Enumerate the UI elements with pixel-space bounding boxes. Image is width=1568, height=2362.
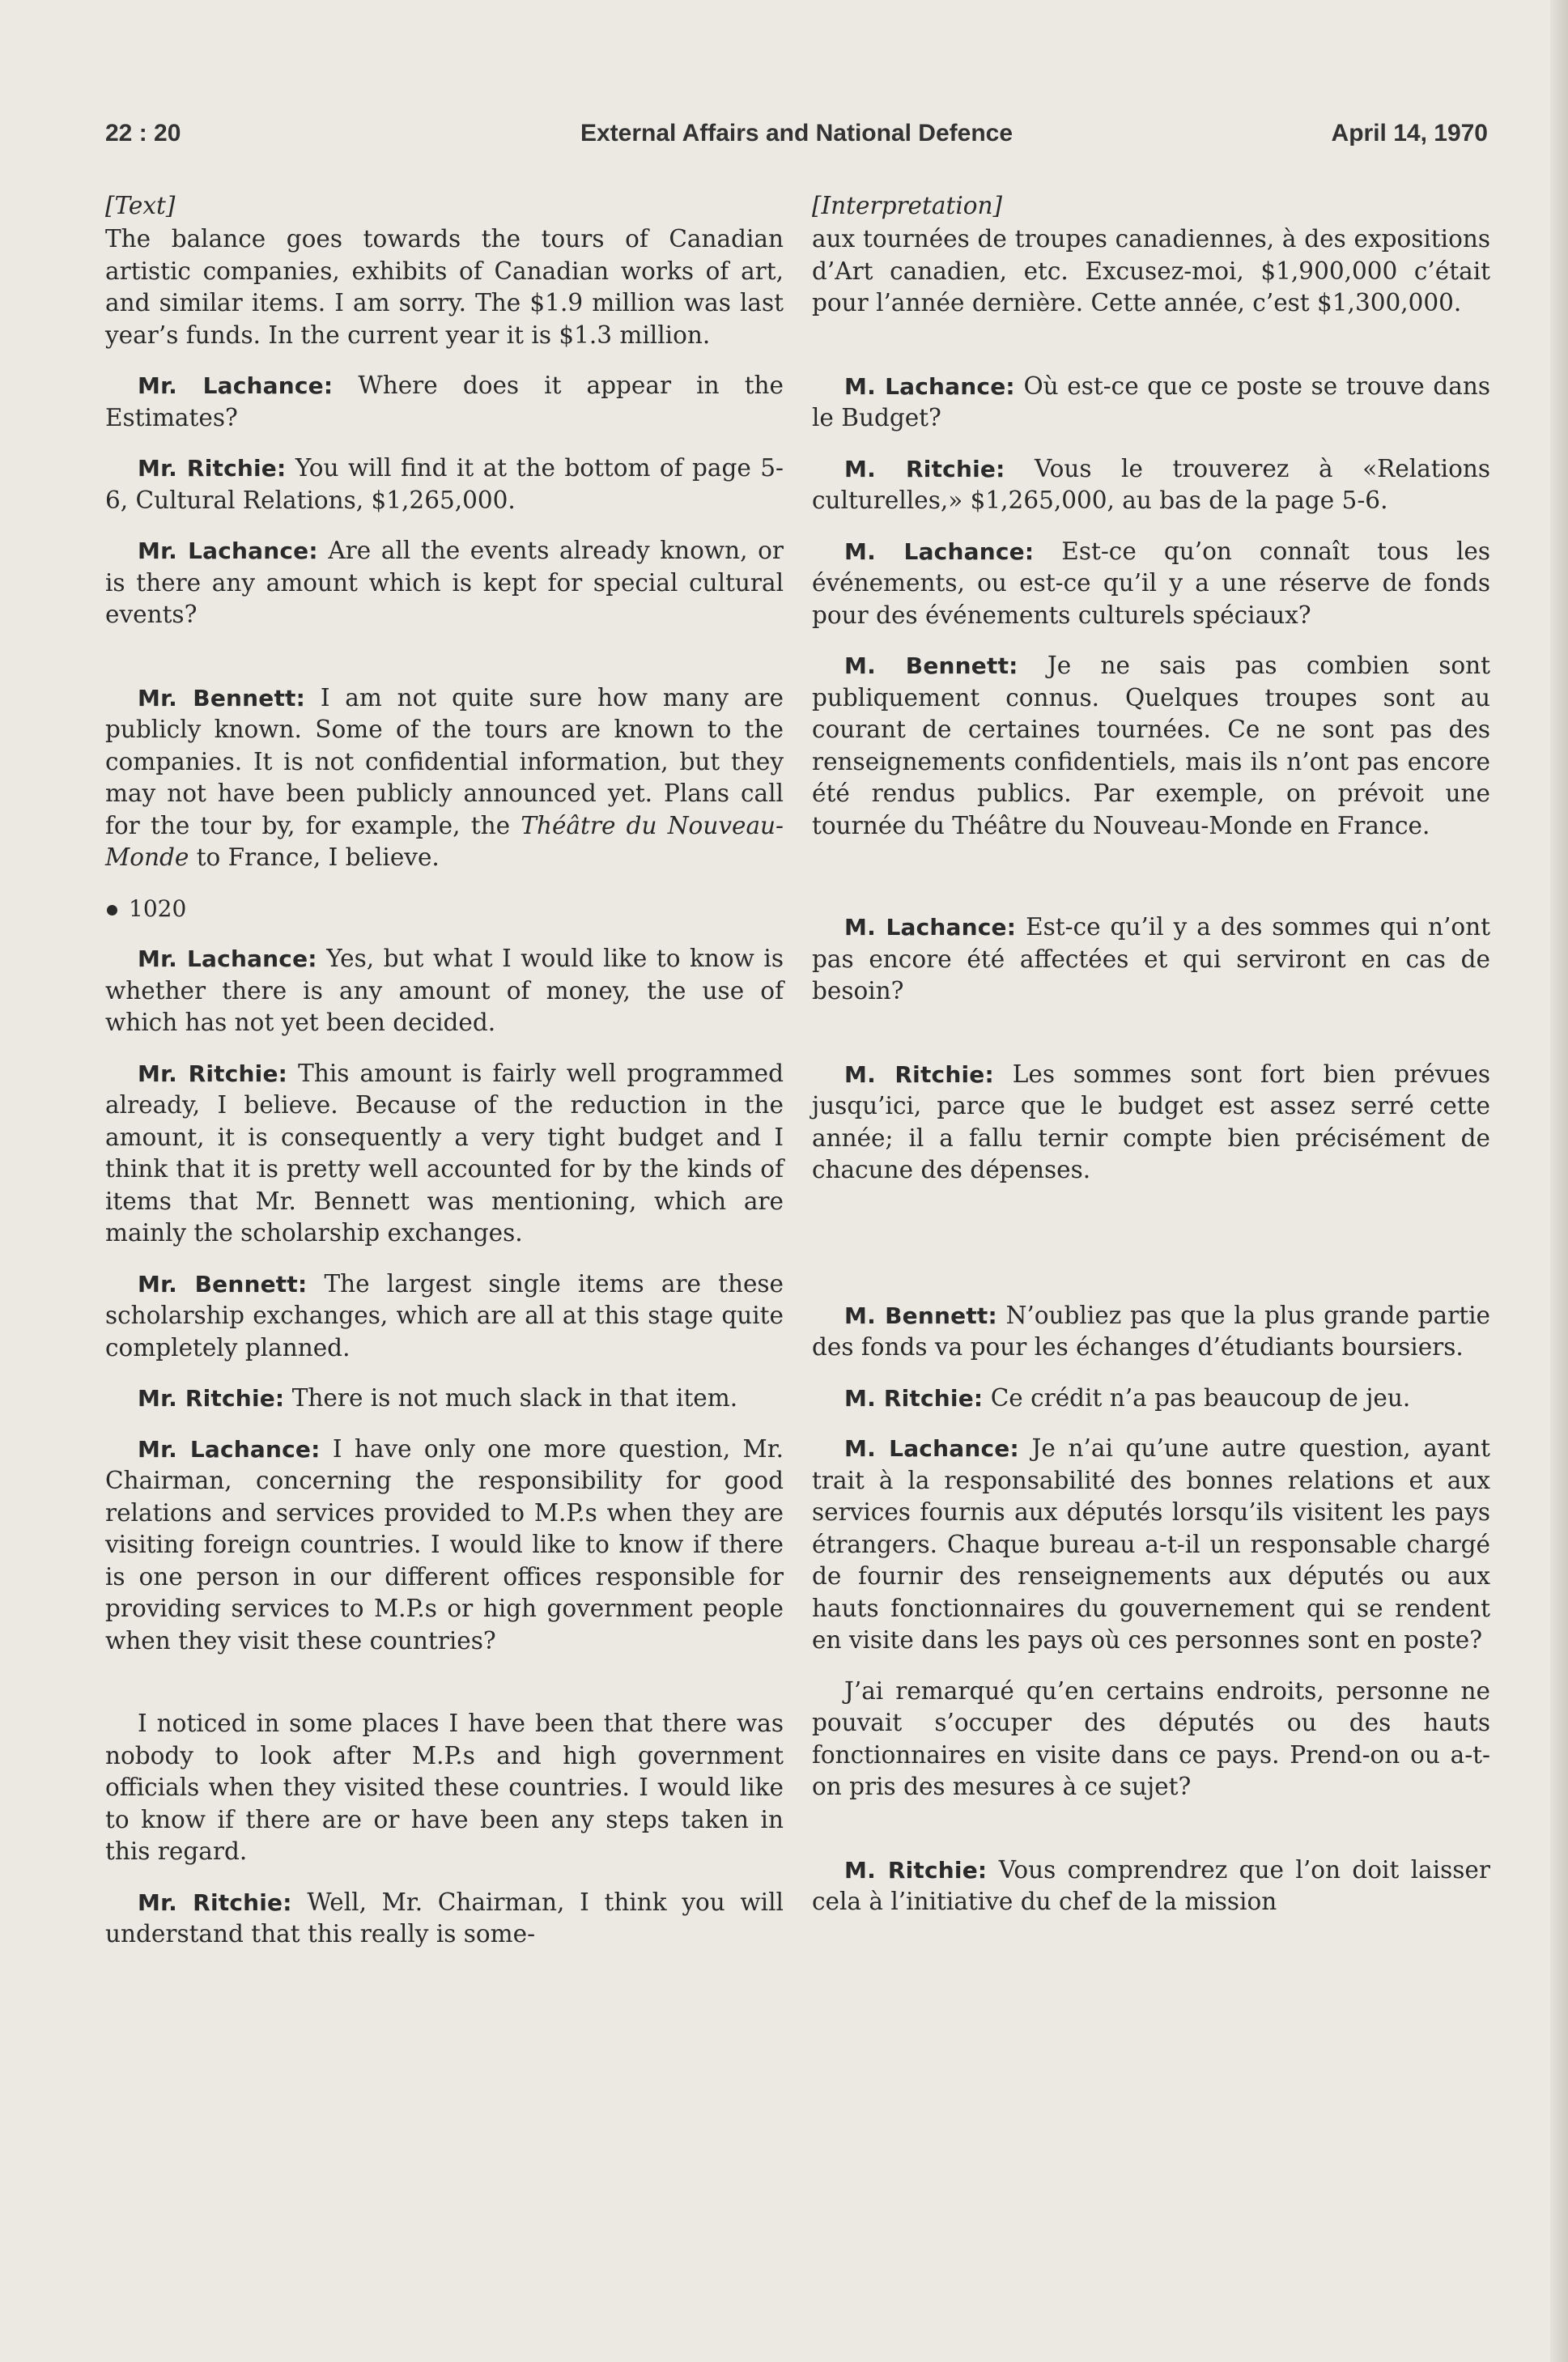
paragraph-text: aux tournées de troupes canadiennes, à des expositions d’Art canadien, etc. Excusez-moi, $1,900,000 c’était pour l’année dernière. Cette année, c’est $1,300,000. [812, 225, 1490, 316]
speaker-name: Mr. Ritchie: [138, 1385, 285, 1412]
speech-text: I am not quite sure how many are publicly known. Some of the tours are known to the companies. It is not confidential information, but they may not have been publicly announced yet. Plans call for the tour by, for example, the [105, 683, 784, 839]
speech-text: Est-ce qu’on connaît tous les événements, ou est-ce qu’il y a une réserve de fonds pour des événements culturels spéciaux? [812, 537, 1491, 629]
time-marker [105, 893, 784, 925]
speech-text: This amount is fairly well programmed already, I believe. Because of the reduction in the amount, it is consequently a very tight budget and I think that it is pretty well accounted for by the kinds of items that Mr. Bennett was mentioning, which are mainly the scholarship exchanges. [105, 1059, 784, 1247]
paragraph [812, 1676, 1490, 1803]
paragraph [812, 223, 1490, 320]
speech [105, 1268, 784, 1365]
speech [812, 650, 1490, 842]
speech [105, 1434, 784, 1658]
speech-text: Ce crédit n’a pas beaucoup de jeu. [983, 1383, 1411, 1412]
speech [105, 943, 784, 1039]
speech-text: Je n’ai qu’une autre question, ayant trait à la responsabilité des bonnes relations et aux services fournis aux députés lorsqu’ils visitent les pays étrangers. Chaque bureau a-t-il un responsable chargé de fournir des renseignements aux députés ou aux hauts fonctionnaires du gouvernement qui se rendent en visite dans les pays où ces personnes sont en poste? [812, 1434, 1490, 1654]
speaker-name: Mr. Lachance: [138, 372, 334, 399]
speech [105, 452, 784, 516]
speaker-name: Mr. Ritchie: [138, 1060, 288, 1087]
speech-text: Vous le trouverez à «Relations culturelles,» $1,265,000, au bas de la page 5-6. [812, 454, 1490, 514]
speech-text: I have only one more question, Mr. Chairman, concerning the responsibility for good relations and services provided to M.P.s when they are visiting foreign countries. I would like to know if there is one person in our different offices responsible for providing services to M.P.s or high government people when they visit these countries? [105, 1434, 784, 1655]
time-marker-text: 1020 [129, 894, 187, 922]
speech [812, 1433, 1490, 1657]
speech [812, 1300, 1490, 1364]
page-header [105, 120, 1488, 152]
bullet-icon [107, 905, 117, 915]
speaker-name: Mr. Bennett: [138, 1270, 308, 1298]
speech [812, 1059, 1490, 1187]
french-column [812, 190, 1490, 1918]
speech [812, 1383, 1490, 1415]
speech [812, 911, 1490, 1008]
page-date: April 14, 1970 [1331, 120, 1488, 147]
speaker-name: M. Bennett: [844, 652, 1018, 679]
paragraph-text: J’ai remarqué qu’en certains endroits, personne ne pouvait s’occuper des députés ou des hauts fonctionnaires en visite dans ce pays. Prend-on ou a-t-on pris des mesures à ce sujet? [812, 1676, 1490, 1800]
speaker-name: M. Lachance: [844, 537, 1035, 565]
speech-text: Well, Mr. Chairman, I think you will understand that this really is some- [105, 1888, 784, 1948]
speaker-name: Mr. Ritchie: [138, 455, 287, 482]
speech [812, 453, 1490, 517]
text-label: [Text] [105, 192, 176, 219]
speech-text: There is not much slack in that item. [284, 1384, 738, 1412]
speech [812, 1854, 1490, 1918]
speech [105, 1887, 784, 1951]
paragraph-text: The balance goes towards the tours of Canadian artistic companies, exhibits of Canadian works of art, and similar items. I am sorry. The $1.9 million was last year’s funds. In the current year it is $1.3 million. [105, 225, 784, 349]
paragraph-text: I noticed in some places I have been that there was nobody to look after M.P.s and high government officials when they visited these countries. I would like to know if there are or have been any steps taken in this regard. [105, 1710, 784, 1865]
english-column [105, 190, 784, 1951]
speaker-name: M. Ritchie: [844, 1856, 988, 1884]
speaker-name: M. Ritchie: [844, 1060, 994, 1088]
speech-text: Vous comprendrez que l’on doit laisser cela à l’initiative du chef de la mission [812, 1855, 1490, 1915]
speech-text: Où est-ce que ce poste se trouve dans le Budget? [812, 372, 1490, 431]
speaker-name: Mr. Lachance: [138, 537, 318, 564]
speech-text: Les sommes sont fort bien prévues jusqu’ici, parce que le budget est assez serré cette année; il a fallu ternir compte bien précisément de chacune des dépenses. [812, 1060, 1491, 1183]
speaker-name: Mr. Lachance: [138, 945, 317, 972]
italic-title: Théâtre du Nouveau-Monde [105, 811, 784, 871]
speaker-name: M. Bennett: [844, 1302, 997, 1329]
page-edge [1550, 0, 1568, 2362]
interpretation-label: [Interpretation] [812, 192, 1003, 219]
speech-text: Yes, but what I would like to know is whether there is any amount of money, the use of which has not yet been decided. [105, 945, 784, 1036]
speaker-name: Mr. Lachance: [138, 1435, 321, 1463]
speech [812, 371, 1490, 435]
speaker-name: M. Lachance: [844, 1435, 1019, 1462]
speech [105, 1058, 784, 1250]
paragraph [105, 1708, 784, 1868]
speech [105, 370, 784, 434]
speaker-name: M. Lachance: [844, 372, 1015, 400]
speech-text: Are all the events already known, or is there any amount which is kept for special cultural events? [105, 537, 784, 628]
running-title: External Affairs and National Defence [580, 120, 1013, 147]
speaker-name: M. Ritchie: [844, 455, 1005, 482]
speech [812, 536, 1490, 632]
speech [105, 535, 784, 631]
speaker-name: M. Lachance: [844, 914, 1017, 941]
speech-text: You will find it at the bottom of page 5-6, Cultural Relations, $1,265,000. [105, 454, 784, 514]
speech-text: Where does it appear in the Estimates? [105, 372, 784, 431]
page-folio: 22 : 20 [105, 120, 181, 147]
speech-text: N’oubliez pas que la plus grande partie des fonds va pour les échanges d’étudiants boursiers. [812, 1301, 1490, 1361]
speaker-name: M. Ritchie: [844, 1384, 984, 1412]
speech [105, 1383, 784, 1415]
speaker-name: Mr. Ritchie: [138, 1888, 292, 1916]
speech-text: Est-ce qu’il y a des sommes qui n’ont pas encore été affectées et qui serviront en cas de besoin? [812, 913, 1490, 1005]
speech-text: The largest single items are these scholarship exchanges, which are all at this stage quite completely planned. [105, 1269, 784, 1362]
speech-text: Je ne sais pas combien sont publiquement connus. Quelques troupes sont au courant de certaines tournées. Ce ne sont pas des renseignements confidentiels, mais ils n’ont pas encore été rendus publics. Par exemple, on prévoit une tournée du Théâtre du Nouveau-Monde en France. [812, 652, 1490, 839]
speech [105, 682, 784, 874]
speaker-name: Mr. Bennett: [138, 684, 306, 712]
speech-text: to France, I believe. [189, 843, 440, 871]
paragraph [105, 223, 784, 351]
